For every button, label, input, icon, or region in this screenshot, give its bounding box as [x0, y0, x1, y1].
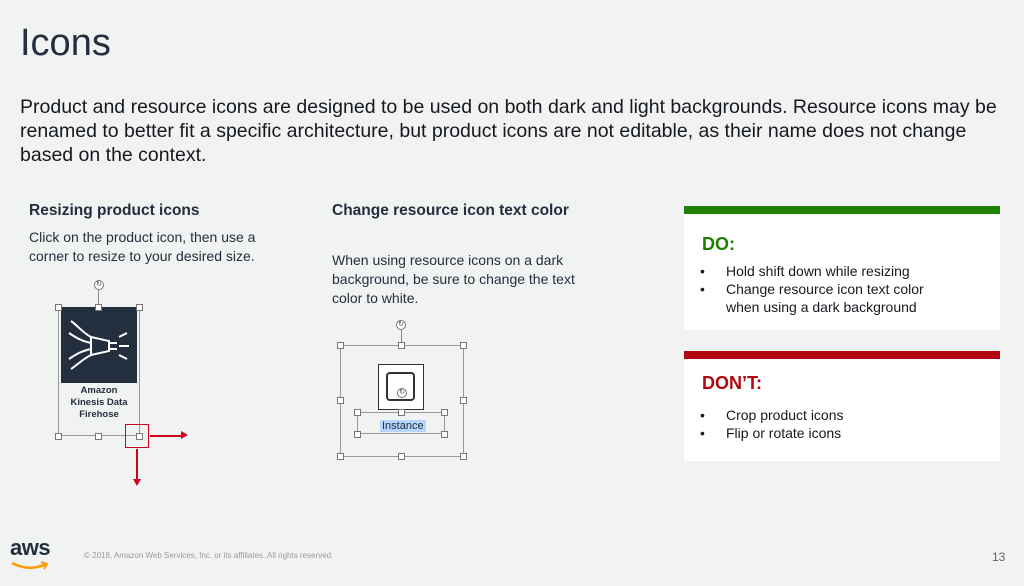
resize-handle[interactable]	[460, 342, 467, 349]
page-number: 13	[992, 550, 1006, 564]
list-item: • Flip or rotate icons	[698, 424, 844, 442]
resize-handle[interactable]	[441, 409, 448, 416]
intro-paragraph: Product and resource icons are designed to be used on both dark and light backgrounds. Resource icons may be renamed to better fit a specific architecture, but product icons are not editable, as their name does not change based on the context.	[20, 96, 997, 166]
rotate-handle-icon[interactable]: ↻	[396, 320, 406, 330]
resource-icon-illustration	[330, 315, 480, 475]
dont-card	[684, 351, 1000, 461]
list-item: • Hold shift down while resizing	[698, 262, 956, 280]
resize-handle[interactable]	[55, 433, 62, 440]
do-card	[684, 206, 1000, 330]
change-color-heading: Change resource icon text color	[332, 202, 569, 219]
product-icon-illustration	[50, 280, 200, 490]
do-card-bar	[684, 206, 1000, 214]
resize-handle[interactable]	[136, 304, 143, 311]
instance-icon[interactable]	[378, 364, 424, 410]
resize-handle[interactable]	[398, 409, 405, 416]
resize-handle[interactable]	[354, 431, 361, 438]
arrow-right-icon	[181, 431, 188, 439]
dont-list	[698, 406, 844, 442]
do-card-title: DO:	[702, 234, 735, 254]
resize-handle[interactable]	[460, 453, 467, 460]
resize-handle[interactable]	[460, 397, 467, 404]
corner-highlight	[125, 424, 149, 448]
copyright-text: © 2018, Amazon Web Services, Inc. or its affiliates. All rights reserved.	[84, 551, 334, 560]
kinesis-firehose-icon[interactable]	[61, 307, 137, 383]
aws-smile-icon	[10, 560, 50, 572]
resize-handle[interactable]	[441, 431, 448, 438]
rotate-handle-icon[interactable]: ↻	[94, 280, 104, 290]
resize-handle[interactable]	[398, 342, 405, 349]
resize-handle[interactable]	[337, 397, 344, 404]
resize-handle[interactable]	[95, 433, 102, 440]
dont-card-title: DON’T:	[702, 373, 762, 393]
resize-handle[interactable]	[55, 304, 62, 311]
change-color-body: When using resource icons on a dark background, be sure to change the text color to white.	[332, 252, 575, 306]
rotate-handle-icon[interactable]: ↻	[397, 388, 407, 398]
instance-label[interactable]: Instance	[382, 420, 424, 432]
aws-logo: aws	[10, 535, 51, 560]
product-icon-label: Amazon Kinesis Data Firehose	[70, 385, 128, 420]
slide-title: Icons	[20, 22, 111, 64]
resizing-heading: Resizing product icons	[29, 202, 200, 219]
resize-handle[interactable]	[95, 304, 102, 311]
list-item: • Crop product icons	[698, 406, 844, 424]
resize-handle[interactable]	[398, 453, 405, 460]
resize-handle[interactable]	[337, 453, 344, 460]
resize-handle[interactable]	[354, 409, 361, 416]
resize-handle[interactable]	[337, 342, 344, 349]
dont-card-bar	[684, 351, 1000, 359]
do-list	[698, 262, 956, 316]
arrow-down-icon	[133, 479, 141, 486]
resizing-body: Click on the product icon, then use a corner to resize to your desired size.	[29, 229, 256, 264]
list-item: • Change resource icon text color when using a dark background	[698, 280, 956, 316]
